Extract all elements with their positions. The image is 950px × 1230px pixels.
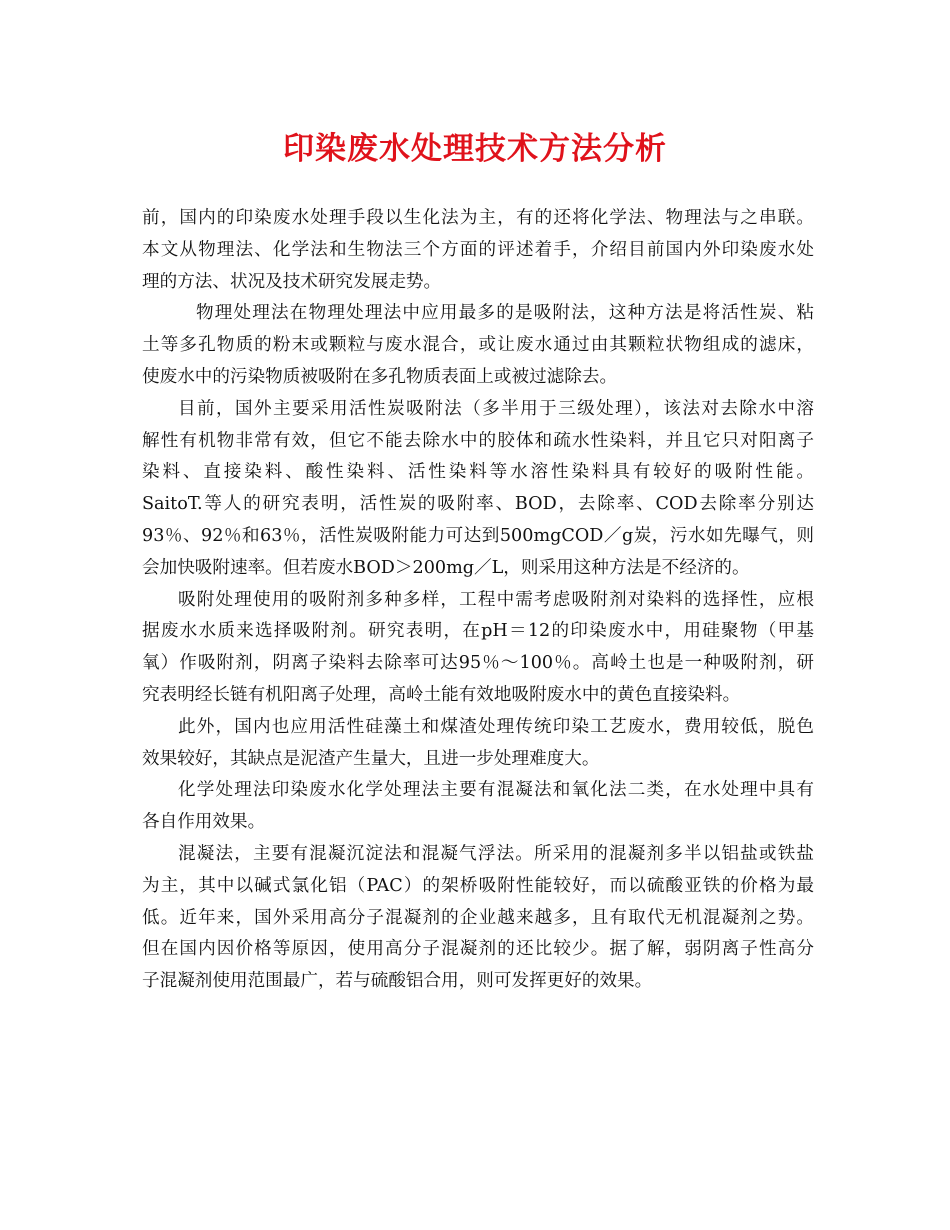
text-line: 土等多孔物质的粉末或颗粒与废水混合，或让废水通过由其颗粒状物组成的滤床， — [142, 335, 814, 356]
text-line: 低。近年来，国外采用高分子混凝剂的企业越来越多，且有取代无机混凝剂之势。 — [142, 907, 814, 928]
paragraph-activated-carbon — [142, 394, 814, 585]
text-line: 混凝法，主要有混凝沉淀法和混凝气浮法。所采用的混凝剂多半以铝盐或铁盐 — [178, 843, 814, 864]
text-line: 93％、92％和63％，活性炭吸附能力可达到500mgCOD／g炭，污水如先曝气，则 — [142, 525, 814, 546]
paragraph-physical-treatment — [142, 298, 814, 393]
paragraph-intro — [142, 203, 814, 298]
text-line: 各自作用效果。 — [142, 812, 266, 833]
text-line: 染料、直接染料、酸性染料、活性染料等水溶性染料具有较好的吸附性能。 — [142, 462, 814, 483]
paragraph-adsorbents — [142, 585, 814, 712]
text-line: 使废水中的污染物质被吸附在多孔物质表面上或被过滤除去。 — [142, 366, 618, 387]
text-line: 但在国内因价格等原因，使用高分子混凝剂的还比较少。据了解，弱阴离子性高分 — [142, 939, 814, 960]
paragraph-coagulation — [142, 839, 814, 998]
text-line: 前，国内的印染废水处理手段以生化法为主，有的还将化学法、物理法与之串联。 — [142, 208, 814, 228]
text-line: 物理处理法在物理处理法中应用最多的是吸附法，这种方法是将活性炭、粘 — [196, 303, 814, 324]
paragraph-diatomite — [142, 712, 814, 776]
text-line: 此外，国内也应用活性硅藻土和煤渣处理传统印染工艺废水，费用较低，脱色 — [178, 716, 814, 737]
text-line: 理的方法、状况及技术研究发展走势。 — [142, 271, 442, 292]
text-line: 为主，其中以碱式氯化铝（PAC）的架桥吸附性能较好，而以硫酸亚铁的价格为最 — [142, 875, 814, 896]
text-line: 究表明经长链有机阳离子处理，高岭土能有效地吸附废水中的黄色直接染料。 — [142, 684, 741, 705]
text-line: 效果较好，其缺点是泥渣产生量大，且进一步处理难度大。 — [142, 748, 600, 769]
text-line: 据废水水质来选择吸附剂。研究表明，在pH＝12的印染废水中，用硅聚物（甲基 — [142, 621, 814, 642]
text-line: 吸附处理使用的吸附剂多种多样，工程中需考虑吸附剂对染料的选择性，应根 — [178, 589, 814, 610]
text-line: 目前，国外主要采用活性炭吸附法（多半用于三级处理），该法对去除水中溶 — [178, 398, 814, 419]
text-line: 化学处理法印染废水化学处理法主要有混凝法和氧化法二类，在水处理中具有 — [178, 780, 814, 801]
text-line: 会加快吸附速率。但若废水BOD＞200mg／L，则采用这种方法是不经济的。 — [142, 557, 750, 578]
text-line: 子混凝剂使用范围最广，若与硫酸铝合用，则可发挥更好的效果。 — [142, 971, 653, 992]
document-title: 印染废水处理技术方法分析 — [283, 131, 667, 167]
text-line: 氧）作吸附剂，阴离子染料去除率可达95％～100％。高岭土也是一种吸附剂，研 — [142, 653, 814, 674]
text-line: SaitoT.等人的研究表明，活性炭的吸附率、BOD，去除率、COD去除率分别达 — [142, 494, 814, 515]
document-body — [142, 203, 814, 998]
text-line: 解性有机物非常有效，但它不能去除水中的胶体和疏水性染料，并且它只对阳离子 — [142, 430, 814, 451]
text-line: 本文从物理法、化学法和生物法三个方面的评述着手，介绍目前国内外印染废水处 — [142, 239, 814, 260]
paragraph-chemical-treatment — [142, 775, 814, 839]
